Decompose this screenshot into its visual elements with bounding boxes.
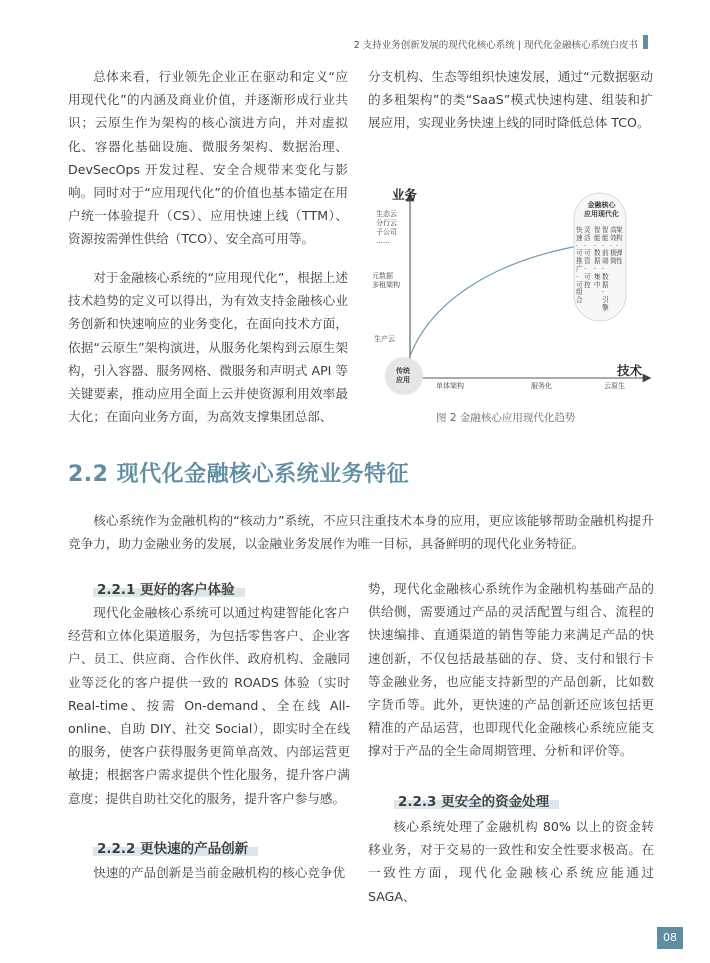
capsule-title: 金融核心 应用现代化 [584,201,619,218]
subsection-title-customer-experience: 2.2.1 更好的客户体验 [97,578,235,598]
section-title: 2.2 现代化金融核心系统业务特征 [68,462,410,487]
y-label-ecosystem-cloud: 生态云 分行云 子公司 …… [376,210,397,245]
subsection-title-fund-processing: 2.2.3 更安全的资金处理 [398,790,549,810]
origin-traditional-app: 传统 应用 [396,367,410,384]
subsection-body-customer-experience: 现代化金融核心系统可以通过构建智能化客户经营和立体化渠道服务，为包括零售客户、企业客户、员工、供应商、合作伙伴、政府机构、金融同业等泛化的客户提供一致的 ROADS 体验（实时 Real-time、按需 On-demand、全在线 All-online、自助 DIY、社交 Social），即实时全在线的服务，使客户获得服务更简单高效、内部运营更敏捷；根据客户需求提供个性化服务，提升客户满意度；提供自助社交化的服务，提升客户参与感。 [68,605,350,806]
modernization-trend-figure [364,183,654,418]
section-intro: 核心系统作为金融机构的“核动力”系统，不应只注重技术本身的应用，更应该能够帮助金融机构提升竞争力，助力金融业务的发展，以金融业务发展作为唯一目标，具备鲜明的现代化业务特征。 [68,513,654,552]
capsule-column-1: 高效·极简 [610,226,617,266]
header-accent-bar [643,35,648,49]
intro-paragraph-right: 分支机构、生态等组织快速发展，通过“元数据驱动的多租架构”的类“SaaS”模式快速构建、组装和扩展应用，实现业务快速上线的同时降低总体 TCO。 [368,69,653,131]
x-label-cloud-native: 云原生 [604,382,625,390]
subsection-body-product-innovation-continued: 势，现代化金融核心系统作为金融机构基础产品的供给侧，需要通过产品的灵活配置与组合、流程的快速编排、直通渠道的销售等能力来满足产品的快速创新，不仅包括最基础的存、贷、支付和银行卡等金融业务，也应能支持新型的产品创新，比如数字货币等。此外，更快速的产品创新还应该包括更精准的产品运营，也即现代化金融核心系统应能支撑对于产品的全生命周期管理、分析和评价等。 [368,581,654,759]
subsection-body-fund-processing: 核心系统处理了金融机构 80% 以上的资金转移业务，对于交易的一致性和安全性要求极高。在一致性方面，现代化金融核心系统应能通过 SAGA、 [368,819,654,904]
figure-caption: 图 2 金融核心应用现代化趋势 [436,412,576,424]
y-label-metadata-multitenant: 元数据 多租架构 [372,272,400,289]
page-number: 08 [657,927,683,949]
x-axis-title: 技术 [617,363,643,378]
y-label-production-cloud: 生产云 [374,335,395,343]
subsection-body-product-innovation: 快速的产品创新是当前金融机构的核心竞争优 [93,865,346,880]
running-header: 2 支持业务创新发展的现代化核心系统 | 现代化金融核心系统白皮书 [353,40,638,51]
intro-paragraph-left-2: 对于金融核心系统的“应用现代化”，根据上述技术趋势的定义可以得出，为有效支持金融核心业务创新和快速响应的业务变化，在面向技术方面，依据“云原生”架构演进，从服务化架构到云原生架构，引入容器、服务网格、微服务和声明式 API 等关键要素，推动应用全面上云并使资源利用效率最大化；在面向业务方面，为高效支撑集团总部、 [68,270,348,425]
intro-paragraph-left-1: 总体来看，行业领先企业正在驱动和定义“应用现代化”的内涵及商业价值，并逐渐形成行业共识；云原生作为架构的核心演进方向，并对虚拟化、容器化基础设施、微服务架构、数据治理、DevSecOps 开发过程、安全合规带来变化与影响。同时对于“应用现代化”的价值也基本锚定在用户统一体验提升（CS）、应用快速上线（TTM）、资源按需弹性供给（TCO）、安全高可用等。 [68,69,348,247]
x-label-monolith: 单体架构 [436,382,464,390]
x-label-service-oriented: 服务化 [531,382,552,390]
y-axis-title: 业务 [392,187,418,202]
capsule-column-4: 灵活·可管·可控 [584,226,591,289]
capsule-column-3: 智能·数据·集中 [594,226,601,289]
capsule-column-2: 架构·弹性 [616,226,623,266]
capsule-column-5: 智能·前端·数据·引擎 [602,226,609,312]
subsection-title-product-innovation: 2.2.2 更快速的产品创新 [97,837,248,857]
capsule-column-6: 快速·可推广·可组合 [576,226,583,305]
